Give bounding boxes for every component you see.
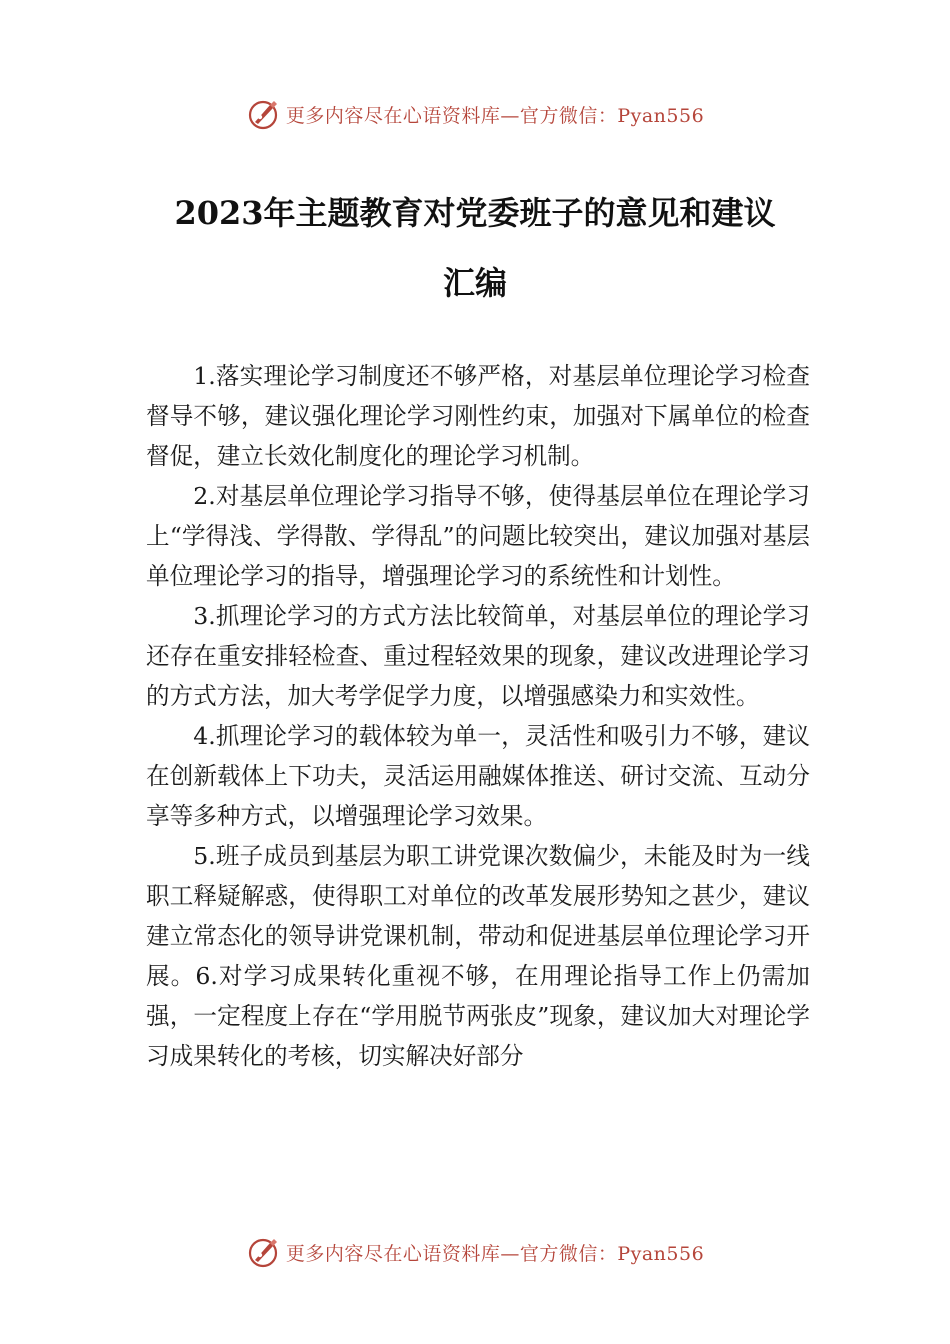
paragraph-2: 2.对基层单位理论学习指导不够，使得基层单位在理论学习上“学得浅、学得散、学得乱”的问题比较突出，建议加强对基层单位理论学习的指导，增强理论学习的系统性和计划性。 <box>146 482 810 590</box>
document-body <box>146 356 810 1076</box>
paragraph-3: 3.抓理论学习的方式方法比较简单，对基层单位的理论学习还存在重安排轻检查、重过程轻效果的现象，建议改进理论学习的方式方法，加大考学促学力度，以增强感染力和实效性。 <box>146 602 810 710</box>
paragraph-4: 4.抓理论学习的载体较为单一，灵活性和吸引力不够，建议在创新载体上下功夫，灵活运用融媒体推送、研讨交流、互动分享等多种方式，以增强理论学习效果。 <box>146 722 810 830</box>
paragraph-5: 5.班子成员到基层为职工讲党课次数偏少，未能及时为一线职工释疑解惑，使得职工对单位的改革发展形势知之甚少，建议建立常态化的领导讲党课机制，带动和促进基层单位理论学习开展。6.对学习成果转化重视不够，在用理论指导工作上仍需加强，一定程度上存在“学用脱节两张皮”现象，建议加大对理论学习成果转化的考核，切实解决好部分 <box>146 842 810 1070</box>
pen-seal-icon <box>246 1235 280 1269</box>
header-banner <box>0 94 950 134</box>
document-title <box>120 178 830 318</box>
footer-banner-text: 更多内容尽在心语资料库—官方微信：Pyan556 <box>285 1242 705 1265</box>
header-banner-text: 更多内容尽在心语资料库—官方微信：Pyan556 <box>285 104 705 127</box>
title-line-1: 2023年主题教育对党委班子的意见和建议 <box>174 194 776 232</box>
footer-banner <box>0 1232 950 1272</box>
title-line-2: 汇编 <box>442 264 507 302</box>
pen-seal-icon <box>246 97 280 131</box>
paragraph-1: 1.落实理论学习制度还不够严格，对基层单位理论学习检查督导不够，建议强化理论学习刚性约束，加强对下属单位的检查督促，建立长效化制度化的理论学习机制。 <box>146 362 810 470</box>
